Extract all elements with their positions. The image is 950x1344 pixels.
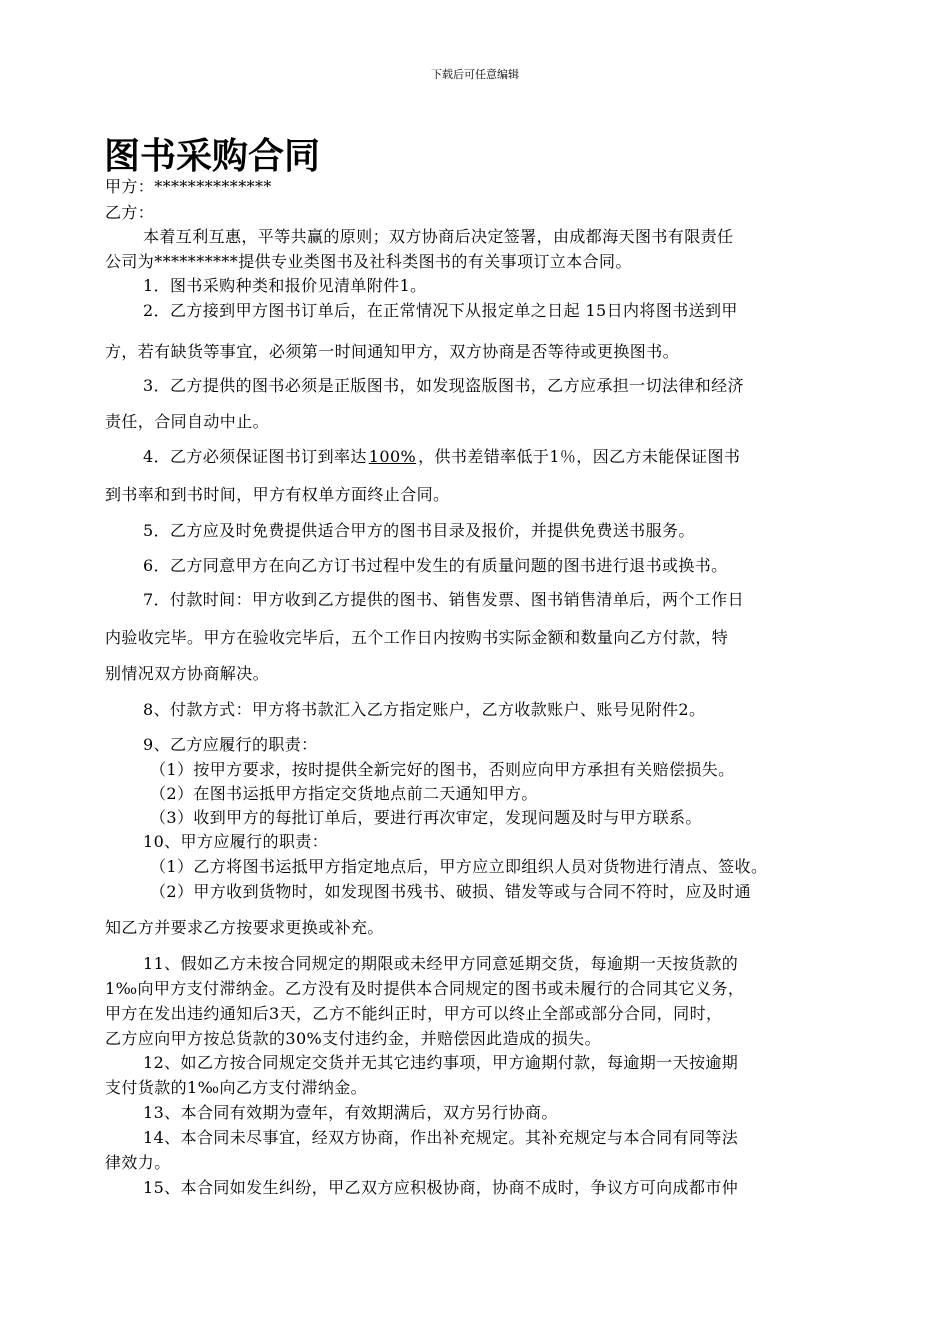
clause-3-line: 责任，合同自动中止。 [105,412,270,431]
clause-1: 1．图书采购种类和报价见清单附件1。 [143,276,427,295]
clause-6: 6．乙方同意甲方在向乙方订书过程中发生的有质量问题的图书进行退书或换书。 [143,556,728,575]
clause-7-line: 内验收完毕。甲方在验收完毕后，五个工作日内按购书实际金额和数量向乙方付款，特 [105,628,729,647]
clause-10-continuation: 知乙方并要求乙方按要求更换或补充。 [105,918,384,937]
clause-4-text: 4．乙方必须保证图书订到率达 [143,447,367,466]
clause-2-line: 方，若有缺货等事宜，必须第一时间通知甲方，双方协商是否等待或更换图书。 [105,342,680,361]
intro-line: 本着互利互惠，平等共赢的原则；双方协商后决定签署，由成都海天图书有限责任 [143,227,734,246]
clause-10-item: （2）甲方收到货物时，如发现图书残书、破损、错发等或与合同不符时，应及时通 [150,882,751,901]
order-rate-value: 100% [368,447,417,466]
clause-7-line: 别情况双方协商解决。 [105,664,270,683]
clause-4-line: 到书率和到书时间，甲方有权单方面终止合同。 [105,485,450,504]
clause-12-line: 支付货款的1‰向乙方支付滞纳金。 [105,1078,368,1097]
clause-9-item: （1）按甲方要求，按时提供全新完好的图书，否则应向甲方承担有关赔偿损失。 [150,760,735,779]
clause-12-line: 12、如乙方按合同规定交货并无其它违约事项，甲方逾期付款，每逾期一天按逾期 [143,1053,739,1072]
clause-8: 8、付款方式：甲方将书款汇入乙方指定账户，乙方收款账户、账号见附件2。 [143,700,706,719]
clause-2-line: 2．乙方接到甲方图书订单后，在正常情况下从报定单之日起 15日内将图书送到甲 [143,301,738,320]
document-title: 图书采购合同 [104,136,321,177]
clause-9-item: （2）在图书运抵甲方指定交货地点前二天通知甲方。 [150,784,538,803]
clause-3-line: 3．乙方提供的图书必须是正版图书，如发现盗版图书，乙方应承担一切法律和经济 [143,376,744,395]
clause-7-line: 7．付款时间：甲方收到乙方提供的图书、销售发票、图书销售清单后，两个工作日 [143,590,744,609]
clause-4-text: ，供书差错率低于1％，因乙方未能保证图书 [418,447,741,466]
clause-14-line: 律效力。 [105,1153,171,1172]
clause-10-item: （1）乙方将图书运抵甲方指定地点后，甲方应立即组织人员对货物进行清点、签收。 [150,857,768,876]
clause-9-item: （3）收到甲方的每批订单后，要进行再次审定，发现问题及时与甲方联系。 [150,808,702,827]
party-b-line: 乙方： [105,203,155,222]
clause-13: 13、本合同有效期为壹年，有效期满后，双方另行协商。 [143,1103,558,1122]
clause-5: 5．乙方应及时免费提供适合甲方的图书目录及报价，并提供免费送书服务。 [143,521,695,540]
clause-11-line: 11、假如乙方未按合同规定的期限或未经甲方同意延期交货，每逾期一天按货款的 [143,954,739,973]
clause-14-line: 14、本合同未尽事宜，经双方协商，作出补充规定。其补充规定与本合同有同等法 [143,1128,739,1147]
intro-line: 公司为**********提供专业类图书及社科类图书的有关事项订立本合同。 [105,252,632,271]
clause-11-line: 乙方应向甲方按总货款的30%支付违约金，并赔偿因此造成的损失。 [105,1029,601,1048]
clause-4-line [143,447,740,467]
clause-15-line: 15、本合同如发生纠纷，甲乙双方应积极协商，协商不成时，争议方可向成都市仲 [143,1178,739,1197]
clause-10-heading: 10、甲方应履行的职责： [143,832,329,851]
clause-11-line: 1‰向甲方支付滞纳金。乙方没有及时提供本合同规定的图书或未履行的合同其它义务， [105,979,745,998]
header-note: 下载后可任意编辑 [431,68,519,81]
clause-11-line: 甲方在发出违约通知后3天，乙方不能纠正时，甲方可以终止全部或部分合同，同时， [105,1004,723,1023]
party-a-line: 甲方：************** [105,177,272,196]
clause-9-heading: 9、乙方应履行的职责： [143,735,318,754]
